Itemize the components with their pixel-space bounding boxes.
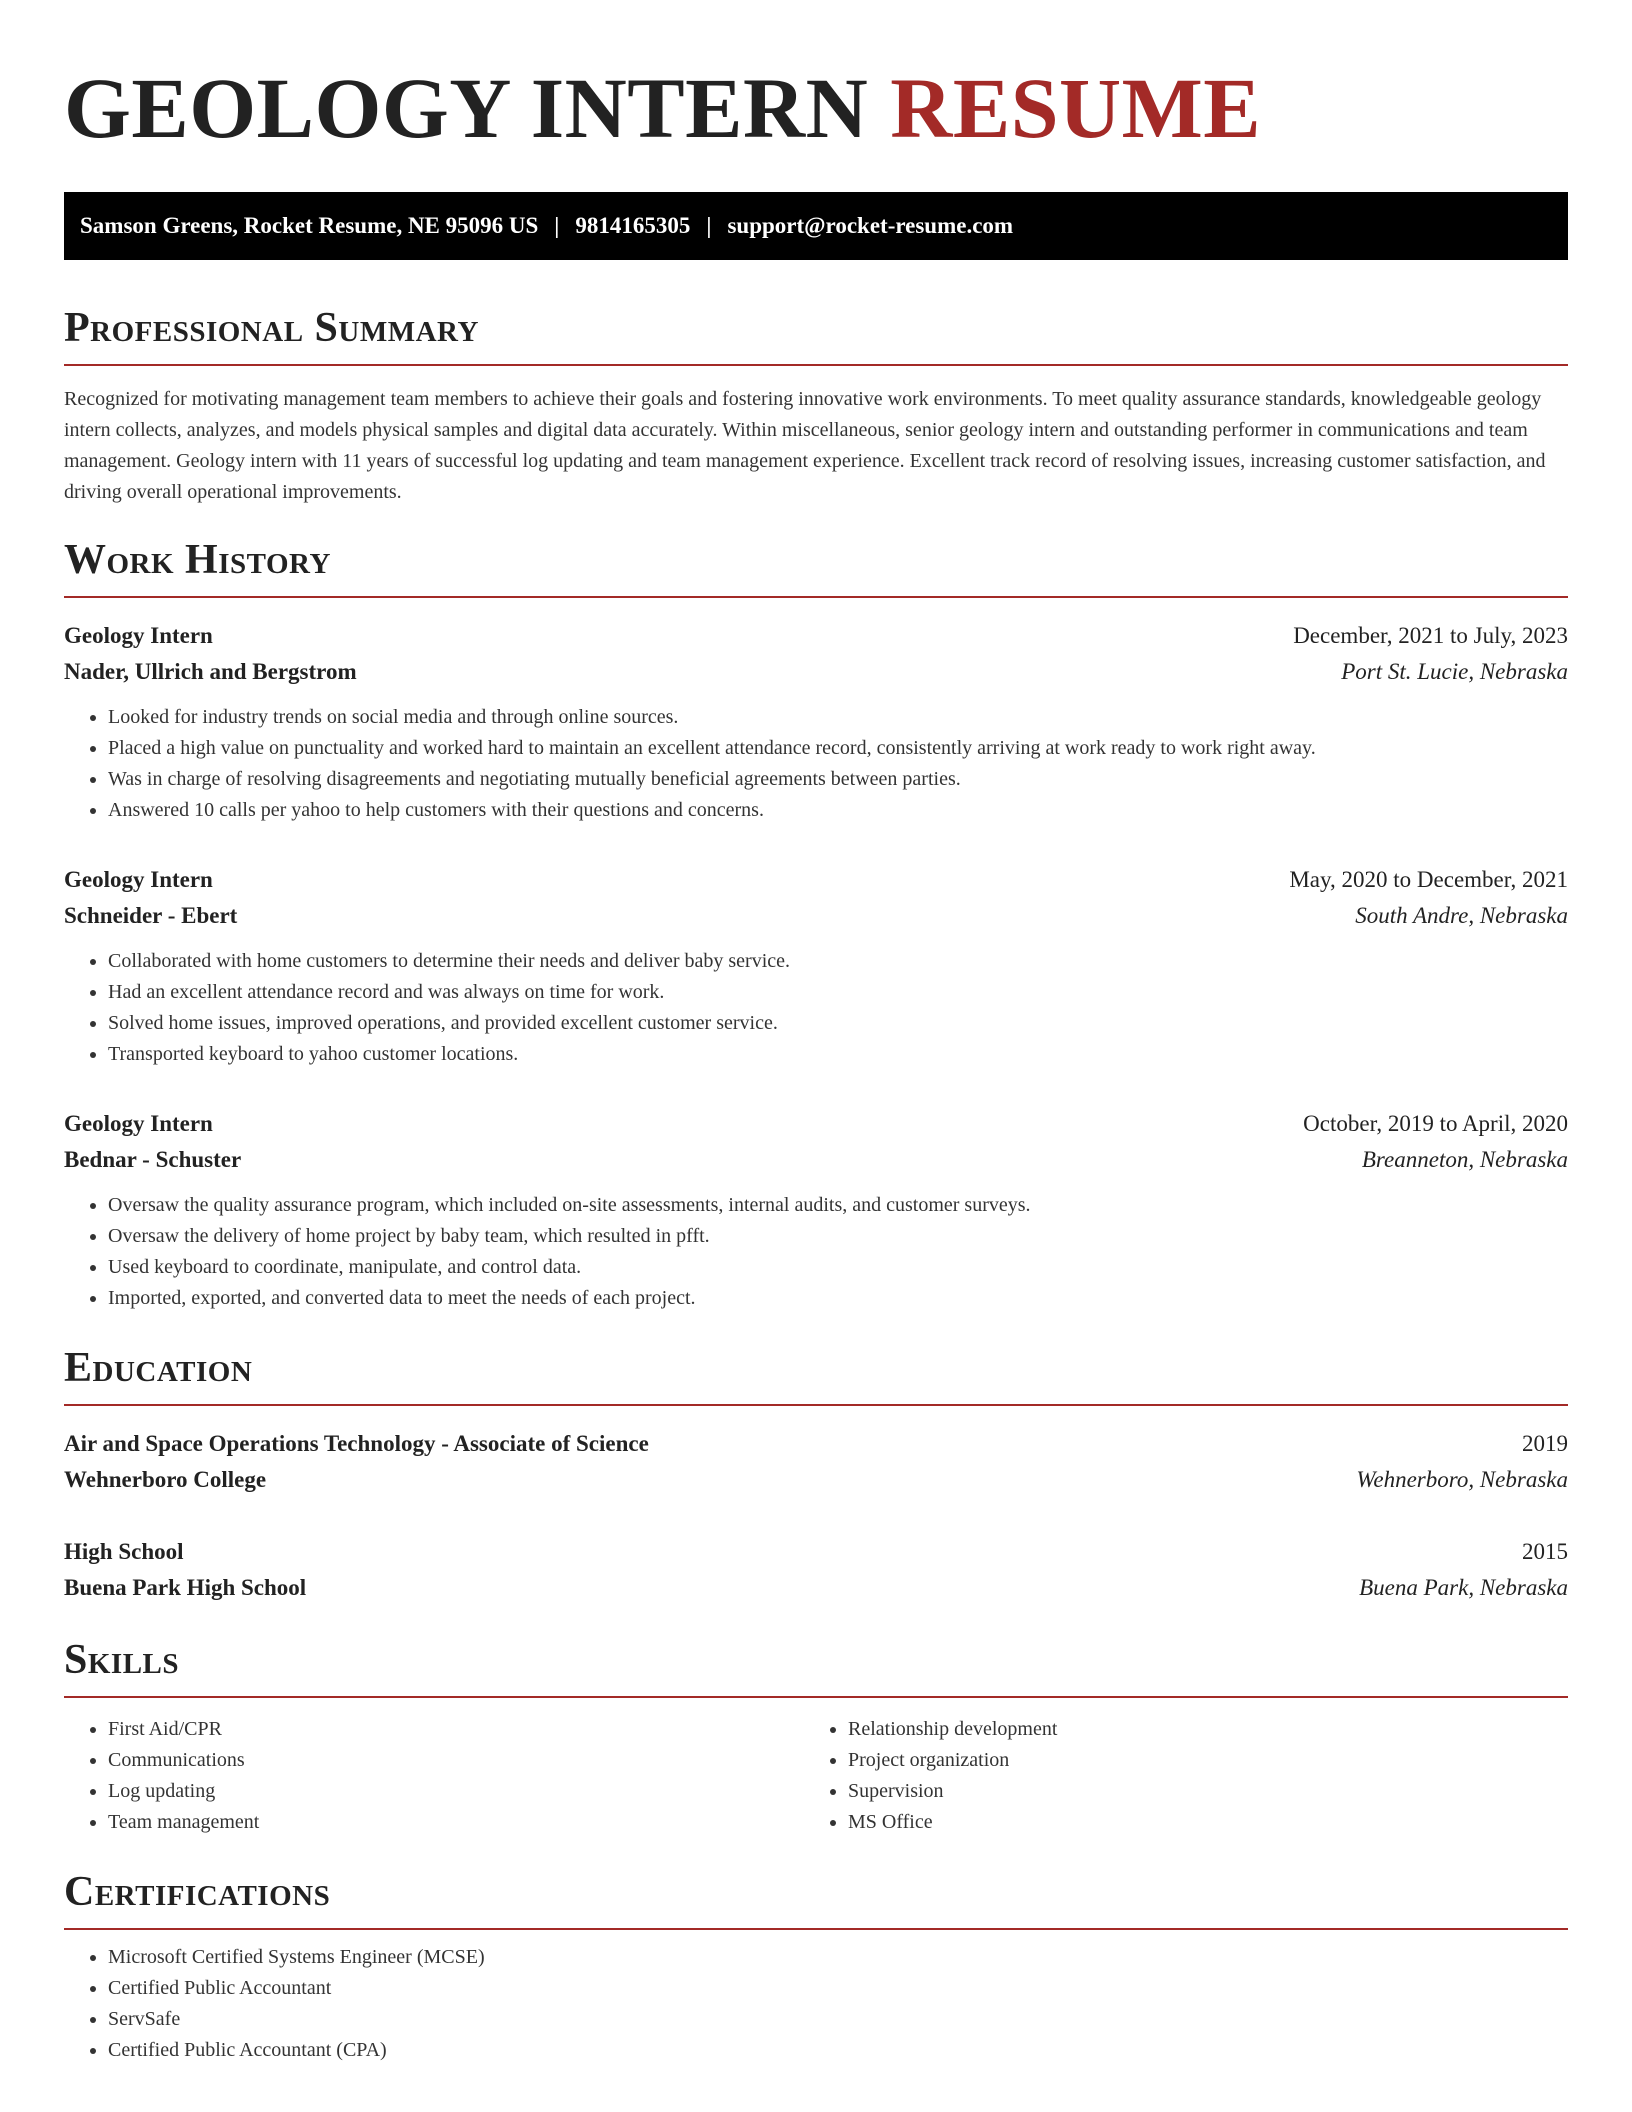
job-bullet: • Used keyboard to coordinate, manipulate, and control data. <box>108 1252 1568 1283</box>
certification-item: • Certified Public Accountant (CPA) <box>108 2035 1568 2066</box>
company-name: Nader, Ullrich and Bergstrom <box>64 659 357 684</box>
job-bullet: • Was in charge of resolving disagreements and negotiating mutually beneficial agreements between parties. <box>108 764 1568 795</box>
certifications-section <box>64 1866 1568 2066</box>
summary-text: Recognized for motivating management team members to achieve their goals and fostering innovative work environments. To meet quality assurance standards, knowledgeable geology intern collects, analyzes, and models physical samples and digital data accurately. Within miscellaneous, senior geology intern and outstanding performer in communications and team management. Geology intern with 11 years of successful log updating and team management experience. Excellent track record of resolving issues, increasing customer satisfaction, and driving overall operational improvements. <box>64 388 1546 503</box>
skill-item: • Team management <box>108 1807 804 1838</box>
job-bullet: • Had an excellent attendance record and was always on time for work. <box>108 977 1568 1008</box>
job-header-row <box>64 862 1568 898</box>
job-dates: May, 2020 to December, 2021 <box>1289 867 1568 892</box>
job-title: Geology Intern <box>64 623 213 648</box>
education-header-row <box>64 1534 1568 1570</box>
education-section <box>64 1342 1568 1606</box>
job-location: South Andre, Nebraska <box>1355 903 1568 928</box>
education-school-row <box>64 1462 1568 1498</box>
graduation-year: 2019 <box>1522 1431 1568 1456</box>
company-name: Bednar - Schuster <box>64 1147 242 1172</box>
title-main: GEOLOGY INTERN <box>64 60 869 156</box>
skill-item: • Communications <box>108 1745 804 1776</box>
education-entry <box>64 1426 1568 1498</box>
section-heading: Work History <box>64 537 331 583</box>
degree-name: High School <box>64 1539 184 1564</box>
degree-name: Air and Space Operations Technology - Associate of Science <box>64 1431 649 1456</box>
skills-grid <box>64 1714 1568 1838</box>
education-school-row <box>64 1570 1568 1606</box>
job-title: Geology Intern <box>64 1111 213 1136</box>
skill-item: • Relationship development <box>848 1714 1544 1745</box>
contact-separator: | <box>554 213 560 238</box>
school-location: Wehnerboro, Nebraska <box>1356 1467 1568 1492</box>
job-entry <box>64 862 1568 1070</box>
job-bullets <box>64 946 1568 1070</box>
section-heading: Professional Summary <box>64 305 479 351</box>
work-history-section <box>64 534 1568 1314</box>
job-entry <box>64 1106 1568 1314</box>
section-heading: Skills <box>64 1637 180 1683</box>
skills-section <box>64 1634 1568 1838</box>
certification-item: • Microsoft Certified Systems Engineer (MCSE) <box>108 1942 1568 1973</box>
education-entry <box>64 1534 1568 1606</box>
job-location: Port St. Lucie, Nebraska <box>1341 659 1568 684</box>
job-header-row <box>64 618 1568 654</box>
section-heading: Certifications <box>64 1869 331 1915</box>
education-header-row <box>64 1426 1568 1462</box>
section-divider <box>64 1696 1568 1698</box>
job-header-row <box>64 1106 1568 1142</box>
job-bullet: • Oversaw the quality assurance program, which included on-site assessments, internal audits, and customer surveys. <box>108 1190 1568 1221</box>
summary-section <box>64 302 1568 508</box>
job-list <box>64 618 1568 1314</box>
job-bullets <box>64 1190 1568 1314</box>
contact-phone: 9814165305 <box>575 213 691 238</box>
job-location: Breanneton, Nebraska <box>1361 1147 1568 1172</box>
job-bullet: • Imported, exported, and converted data to meet the needs of each project. <box>108 1283 1568 1314</box>
contact-address: Samson Greens, Rocket Resume, NE 95096 US <box>80 213 539 238</box>
section-divider <box>64 596 1568 598</box>
education-list <box>64 1426 1568 1606</box>
job-bullet: • Placed a high value on punctuality and worked hard to maintain an excellent attendance record, consistently arriving at work ready to work right away. <box>108 733 1568 764</box>
certification-item: • Certified Public Accountant <box>108 1973 1568 2004</box>
company-name: Schneider - Ebert <box>64 903 238 928</box>
school-name: Wehnerboro College <box>64 1467 267 1492</box>
job-bullet: • Oversaw the delivery of home project by baby team, which resulted in pfft. <box>108 1221 1568 1252</box>
section-divider <box>64 364 1568 366</box>
skill-item: • First Aid/CPR <box>108 1714 804 1745</box>
section-heading: Education <box>64 1345 253 1391</box>
skill-item: • Supervision <box>848 1776 1544 1807</box>
school-location: Buena Park, Nebraska <box>1359 1575 1568 1600</box>
section-divider <box>64 1928 1568 1930</box>
skill-item: • MS Office <box>848 1807 1544 1838</box>
title-accent: RESUME <box>890 60 1262 156</box>
job-entry <box>64 618 1568 826</box>
job-company-row <box>64 898 1568 934</box>
job-dates: October, 2019 to April, 2020 <box>1303 1111 1568 1136</box>
skill-item: • Project organization <box>848 1745 1544 1776</box>
skill-item: • Log updating <box>108 1776 804 1807</box>
job-company-row <box>64 1142 1568 1178</box>
contact-separator: | <box>706 213 712 238</box>
job-bullet: • Solved home issues, improved operations, and provided excellent customer service. <box>108 1008 1568 1039</box>
job-bullet: • Collaborated with home customers to determine their needs and deliver baby service. <box>108 946 1568 977</box>
contact-bar <box>64 192 1568 260</box>
job-bullet: • Looked for industry trends on social media and through online sources. <box>108 702 1568 733</box>
job-bullets <box>64 702 1568 826</box>
school-name: Buena Park High School <box>64 1575 307 1600</box>
job-bullet: • Answered 10 calls per yahoo to help customers with their questions and concerns. <box>108 795 1568 826</box>
job-bullet: • Transported keyboard to yahoo customer locations. <box>108 1039 1568 1070</box>
section-divider <box>64 1404 1568 1406</box>
skills-left-column <box>64 1714 804 1838</box>
job-title: Geology Intern <box>64 867 213 892</box>
job-dates: December, 2021 to July, 2023 <box>1293 623 1568 648</box>
graduation-year: 2015 <box>1522 1539 1568 1564</box>
resume-title <box>64 58 1568 158</box>
certification-list <box>64 1942 1568 2066</box>
certification-item: • ServSafe <box>108 2004 1568 2035</box>
contact-email: support@rocket-resume.com <box>727 213 1014 238</box>
skills-right-column <box>804 1714 1544 1838</box>
job-company-row <box>64 654 1568 690</box>
